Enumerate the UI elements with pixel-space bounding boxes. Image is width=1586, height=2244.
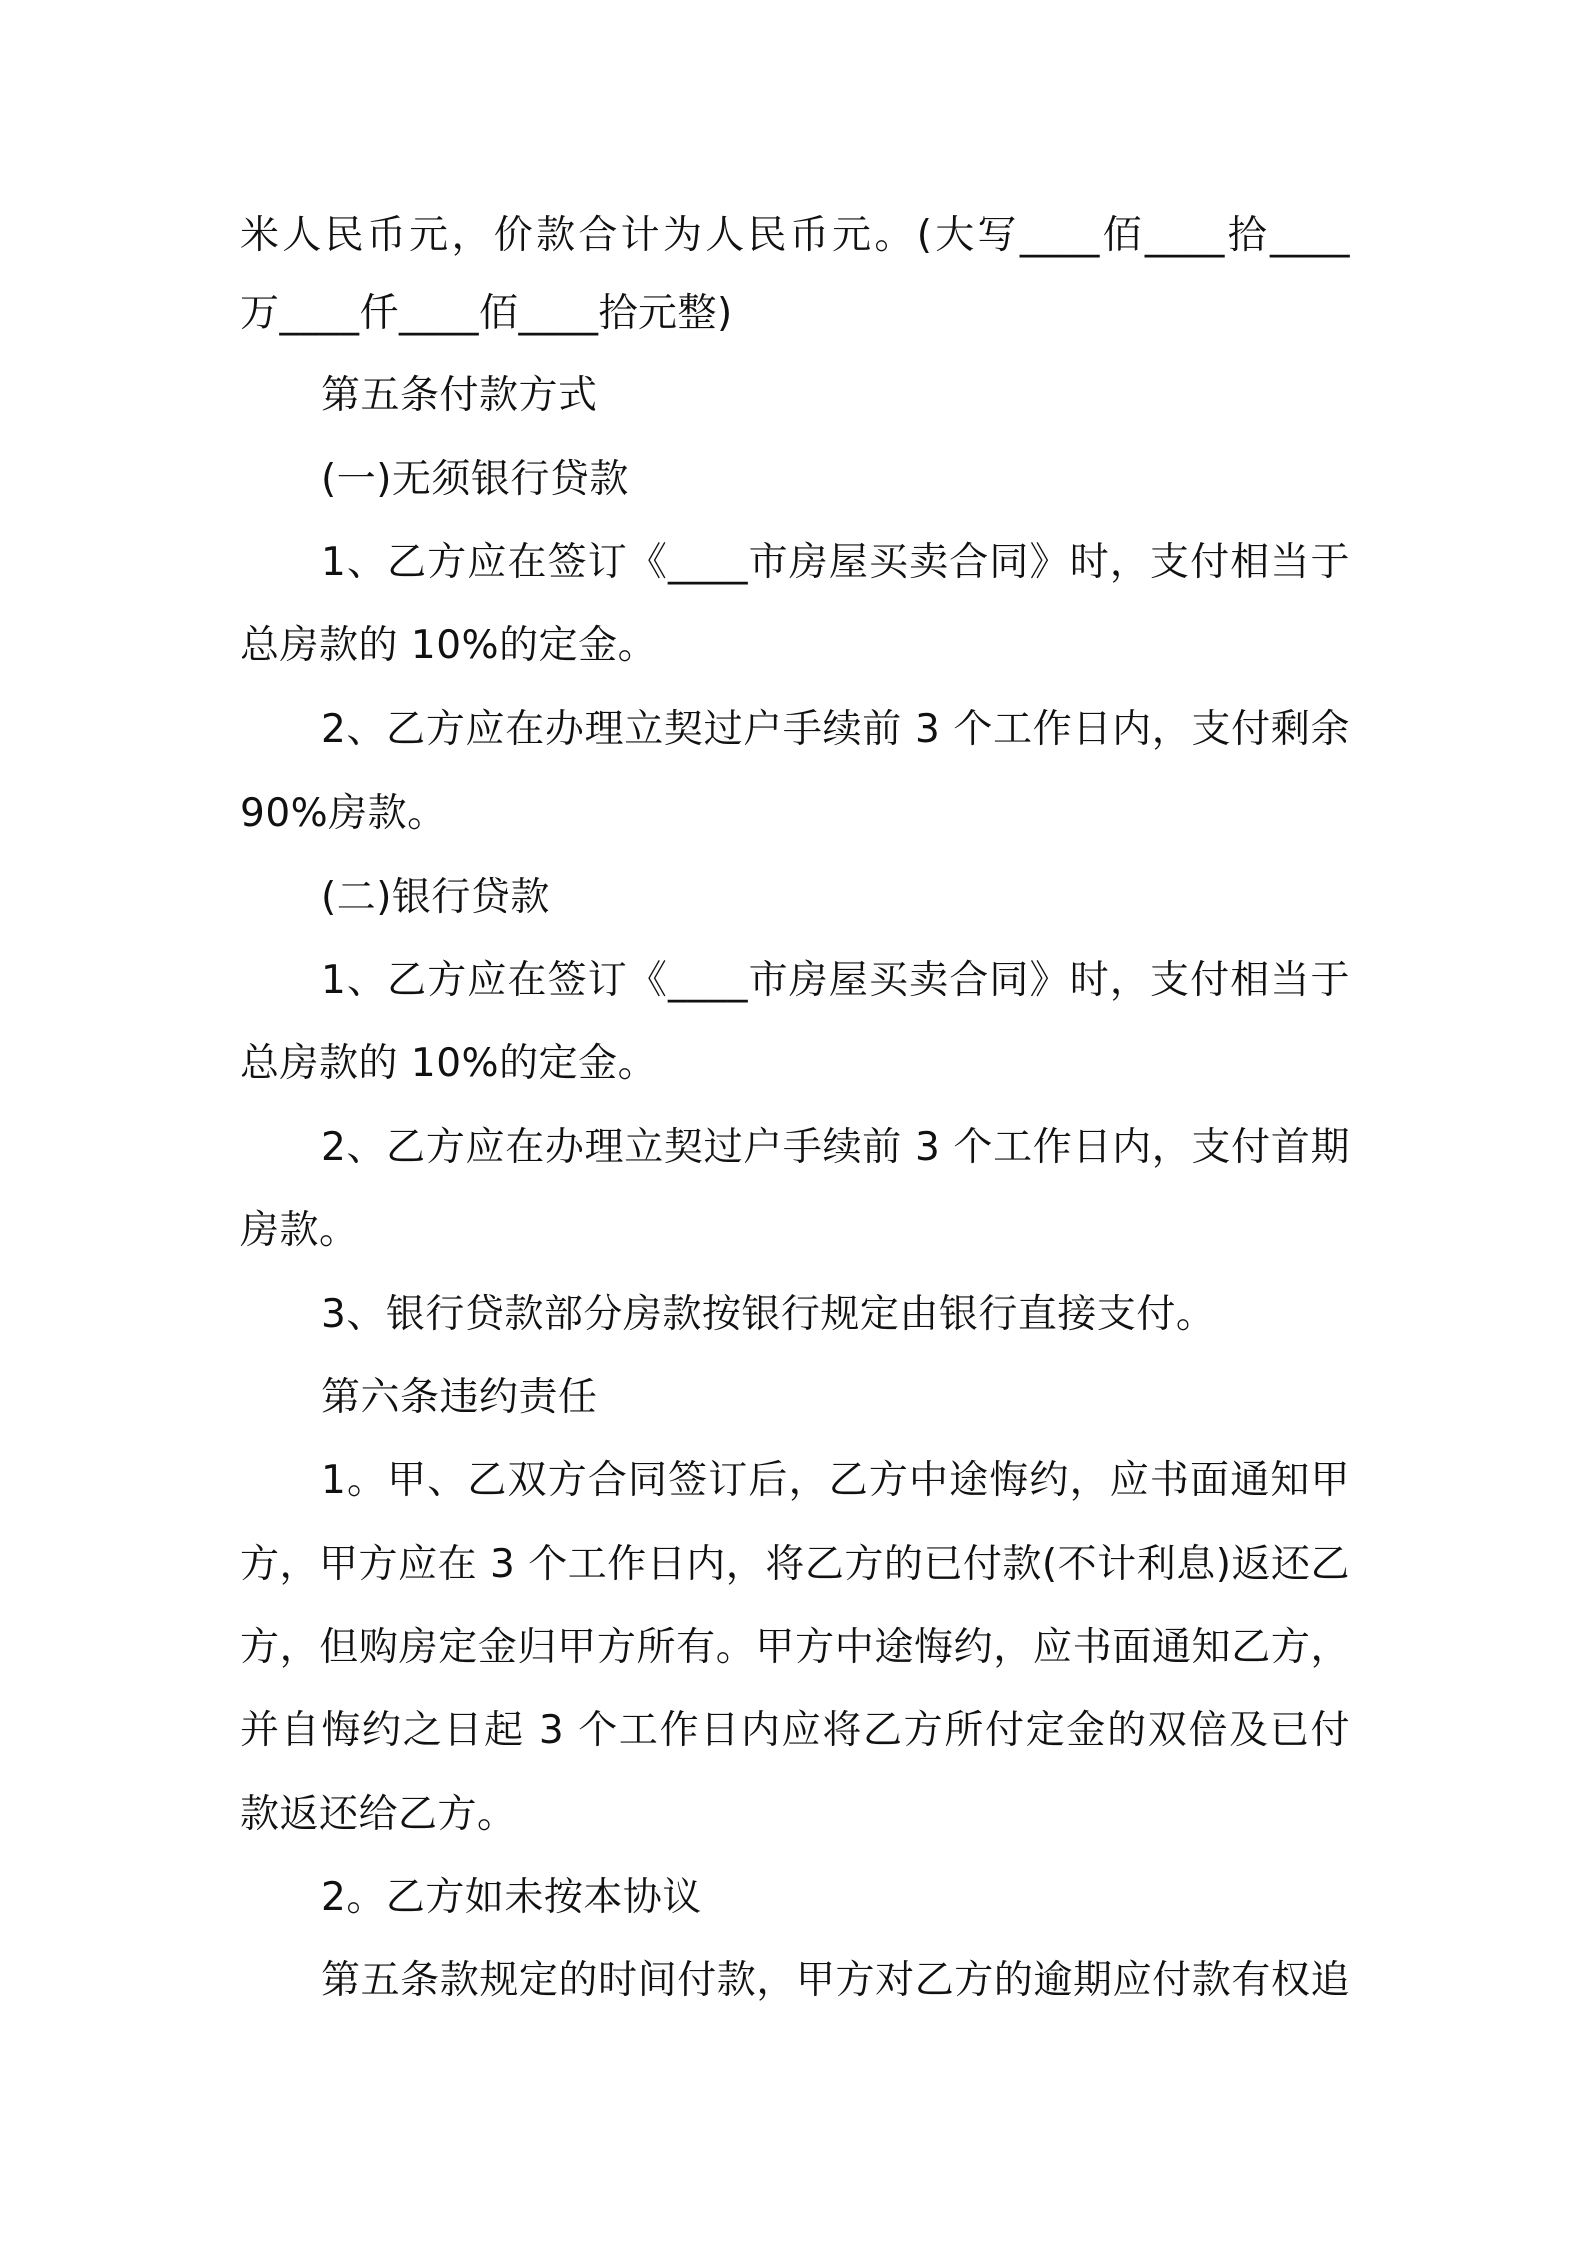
text-line: 方，甲方应在 3 个工作日内，将乙方的已付款(不计利息)返还乙 xyxy=(240,1542,1350,1587)
text-line: 1、乙方应在签订《____市房屋买卖合同》时，支付相当于 xyxy=(321,958,1350,1003)
section-heading: 第五条付款方式 xyxy=(321,373,598,418)
text-line: 2、乙方应在办理立契过户手续前 3 个工作日内，支付剩余 xyxy=(321,707,1350,752)
text-line: 方，但购房定金归甲方所有。甲方中途悔约，应书面通知乙方， xyxy=(240,1625,1350,1670)
text-line: 2、乙方应在办理立契过户手续前 3 个工作日内，支付首期 xyxy=(321,1125,1350,1170)
subsection-heading: (一)无须银行贷款 xyxy=(321,457,629,502)
text-line: 90%房款。 xyxy=(240,791,447,836)
text-line: 第五条款规定的时间付款，甲方对乙方的逾期应付款有权追 xyxy=(321,1958,1350,2003)
text-line: 房款。 xyxy=(240,1208,359,1253)
text-line: 总房款的 10%的定金。 xyxy=(240,1041,658,1086)
text-line: 万____仟____佰____拾元整) xyxy=(240,291,733,336)
text-line: 并自悔约之日起 3 个工作日内应将乙方所付定金的双倍及已付 xyxy=(240,1708,1350,1753)
text-line: 2。乙方如未按本协议 xyxy=(321,1875,702,1920)
subsection-heading: (二)银行贷款 xyxy=(321,875,550,920)
text-line: 款返还给乙方。 xyxy=(240,1792,517,1837)
text-line: 总房款的 10%的定金。 xyxy=(240,623,658,668)
section-heading: 第六条违约责任 xyxy=(321,1375,598,1420)
text-line: 米人民币元，价款合计为人民币元。(大写____佰____拾____ xyxy=(240,213,1350,258)
text-line: 1。甲、乙双方合同签订后，乙方中途悔约，应书面通知甲 xyxy=(321,1458,1350,1503)
text-line: 1、乙方应在签订《____市房屋买卖合同》时，支付相当于 xyxy=(321,540,1350,585)
text-line: 3、银行贷款部分房款按银行规定由银行直接支付。 xyxy=(321,1292,1216,1337)
